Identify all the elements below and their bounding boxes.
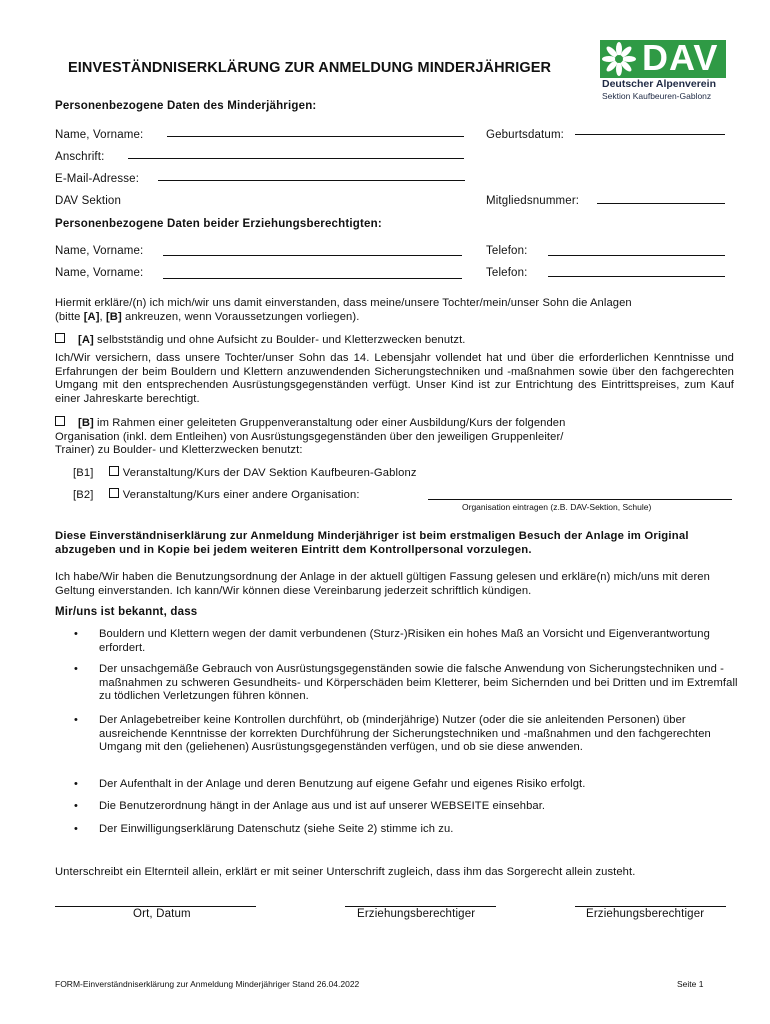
- guardian1-phone-label: Telefon:: [486, 245, 528, 257]
- b2-organisation-field[interactable]: [428, 499, 732, 500]
- guardian1-signature-label: Erziehungsberechtiger: [357, 908, 476, 920]
- footer-page-number: Seite 1: [677, 979, 704, 989]
- bullet-dot: •: [74, 778, 78, 790]
- b1-checkbox[interactable]: [109, 466, 119, 476]
- logo-line2: Sektion Kaufbeuren-Gablonz: [602, 91, 712, 101]
- guardian2-name-label: Name, Vorname:: [55, 267, 144, 279]
- consent-intro: [55, 297, 735, 324]
- bullet-dot: •: [74, 823, 78, 835]
- consent-intro-post: ankreuzen, wenn Voraussetzungen vorliegen).: [121, 310, 360, 323]
- consent-intro-pre: (bitte: [55, 310, 84, 323]
- bullet-item: Der Anlagebetreiber keine Kontrollen durchführt, ob (minderjährige) Nutzer (oder die sie anleitenden Personen) über ausreichende Kenntnisse der korrekten Durchführung der Sicherungstechniken und -maßnahmen und den fachgerechten Umgang mit den (geliehenen) Ausrüstungsgegenständen verfügen, und ob sie diese anwenden.: [99, 714, 711, 753]
- option-b-checkbox[interactable]: [55, 416, 65, 426]
- bullet-dot: •: [74, 663, 78, 675]
- place-date-signature-line[interactable]: [55, 906, 256, 907]
- option-b-line1: im Rahmen einer geleiteten Gruppenveranstaltung oder einer Ausbildung/Kurs der folgenden: [93, 417, 566, 429]
- original-notice: Diese Einverständniserklärung zur Anmeldung Minderjähriger ist beim erstmaligen Besuch der Anlage im Original abzugeben und in Kopie bei jedem weiteren Eintritt dem Kontrollpersonal vorzulegen.: [55, 530, 689, 556]
- guardians-heading: Personenbezogene Daten beider Erziehungsberechtigten:: [55, 218, 382, 230]
- birthdate-field[interactable]: [575, 134, 725, 135]
- bullet-dot: •: [74, 800, 78, 812]
- assurance-text: Ich/Wir versichern, dass unsere Tochter/unser Sohn das 14. Lebensjahr vollendet hat und über die erforderlichen Kenntnisse und Erfahrungen der beim Bouldern und Klettern anzuwendenden Sicherungstechniken und -maßnahmen sowie über den fachgerechten Umgang mit den entsprechenden Ausrüstungsgegenständen verfügt. Unser Kind ist zur Entrichtung des Eintrittspreises, zum Kauf einer Jahreskarte berechtigt.: [55, 352, 734, 405]
- guardian2-signature-label: Erziehungsberechtiger: [586, 908, 705, 920]
- member-number-field[interactable]: [597, 203, 725, 204]
- bullet-item: Der Einwilligungserklärung Datenschutz (siehe Seite 2) stimme ich zu.: [99, 823, 454, 835]
- option-b-ref: [B]: [105, 310, 122, 323]
- guardian1-signature-line[interactable]: [345, 906, 496, 907]
- option-b-tag: [B]: [78, 417, 94, 429]
- single-parent-text: Unterschreibt ein Elternteil allein, erklärt er mit seiner Unterschrift zugleich, dass ihm das Sorgerecht allein zusteht.: [55, 866, 636, 878]
- option-b-line2: Organisation (inkl. dem Entleihen) von Ausrüstungsgegenständen über den jeweiligen Gruppenleiter/: [55, 430, 564, 443]
- option-a-text: selbstständig und ohne Aufsicht zu Boulder- und Kletterzwecken benutzt.: [93, 334, 466, 346]
- option-a-tag: [A]: [78, 334, 94, 346]
- email-field[interactable]: [158, 180, 465, 181]
- bullet-item: Die Benutzerordnung hängt in der Anlage aus und ist auf unserer WEBSEITE einsehbar.: [99, 800, 546, 812]
- member-number-label: Mitgliedsnummer:: [486, 195, 580, 207]
- b1-text: Veranstaltung/Kurs der DAV Sektion Kaufbeuren-Gablonz: [122, 467, 417, 479]
- place-date-label: Ort, Datum: [133, 908, 191, 920]
- minor-name-field[interactable]: [167, 136, 464, 137]
- bullet-dot: •: [74, 714, 78, 726]
- minor-name-label: Name, Vorname:: [55, 129, 144, 141]
- email-label: E-Mail-Adresse:: [55, 173, 140, 185]
- birthdate-label: Geburtsdatum:: [486, 129, 565, 141]
- dav-section-label: DAV Sektion: [55, 195, 121, 207]
- option-a-checkbox[interactable]: [55, 333, 65, 343]
- guardian2-phone-label: Telefon:: [486, 267, 528, 279]
- footer-form-id: FORM-Einverständniserklärung zur Anmeldung Minderjähriger Stand 26.04.2022: [55, 979, 360, 989]
- guardian2-name-field[interactable]: [163, 278, 462, 279]
- rules-text: Ich habe/Wir haben die Benutzungsordnung der Anlage in der aktuell gültigen Fassung gelesen und erkläre(n) mich/uns mit deren Geltung einverstanden. Ich kann/Wir können diese Vereinbarung jederzeit schriftlich kündigen.: [55, 571, 710, 597]
- b1-tag: [B1]: [73, 467, 94, 479]
- consent-intro-mid: ,: [99, 310, 106, 323]
- b2-text: Veranstaltung/Kurs einer andere Organisation:: [122, 489, 360, 501]
- option-b-line3: Trainer) zu Boulder- und Kletterzwecken benutzt:: [55, 444, 303, 456]
- guardian2-signature-line[interactable]: [575, 906, 726, 907]
- known-heading: Mir/uns ist bekannt, dass: [55, 606, 198, 618]
- address-label: Anschrift:: [55, 151, 105, 163]
- b2-row: [73, 488, 360, 501]
- bullet-item: Der Aufenthalt in der Anlage und deren Benutzung auf eigene Gefahr und eigenes Risiko erfolgt.: [99, 778, 586, 790]
- bullet-dot: •: [74, 628, 78, 640]
- bullet-item: Bouldern und Klettern wegen der damit verbundenen (Sturz-)Risiken ein hohes Maß an Vorsicht und Eigenverantwortung erfordert.: [99, 628, 710, 654]
- consent-intro-line1: Hiermit erkläre/(n) ich mich/wir uns damit einverstanden, dass meine/unsere Tochter/mein/unser Sohn die Anlagen: [55, 297, 632, 309]
- minor-heading: Personenbezogene Daten des Minderjährigen:: [55, 100, 317, 112]
- address-field[interactable]: [128, 158, 464, 159]
- bullet-item: Der unsachgemäße Gebrauch von Ausrüstungsgegenständen sowie die falsche Anwendung von Sicherungstechniken und -maßnahmen zu schweren Gesundheits- und Körperschäden beim Kletterer, beim Sichernden und bei Dritten und im Extremfall zu tödlichen Verletzungen führen können.: [99, 663, 738, 702]
- b2-tag: [B2]: [73, 489, 94, 501]
- guardian1-name-field[interactable]: [163, 255, 462, 256]
- guardian1-name-label: Name, Vorname:: [55, 245, 144, 257]
- b2-hint: Organisation eintragen (z.B. DAV-Sektion, Schule): [462, 502, 652, 512]
- b1-row: [73, 466, 417, 479]
- option-a-row: [55, 333, 745, 348]
- logo-line1: Deutscher Alpenverein: [602, 78, 716, 90]
- option-b-block: [55, 416, 745, 458]
- logo-mark: DAV: [642, 37, 719, 78]
- guardian1-phone-field[interactable]: [548, 255, 725, 256]
- page-title: EINVESTÄNDNISERKLÄRUNG ZUR ANMELDUNG MINDERJÄHRIGER: [68, 60, 552, 76]
- guardian2-phone-field[interactable]: [548, 276, 725, 277]
- option-a-ref: [A]: [83, 310, 100, 323]
- b2-checkbox[interactable]: [109, 488, 119, 498]
